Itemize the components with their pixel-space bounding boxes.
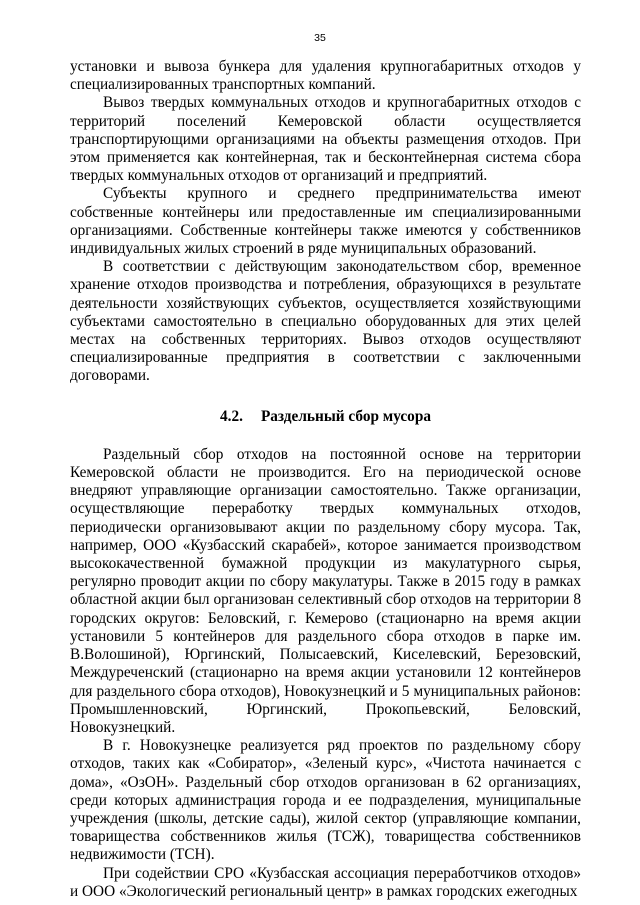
paragraph: установки и вывоза бункера для удаления крупногабаритных отходов у специализированных транспортных компаний. [70, 58, 581, 94]
page-number: 35 [314, 32, 326, 44]
paragraph: В соответствии с действующим законодательством сбор, временное хранение отходов производства и потребления, образующихся в результате деятельности хозяйствующих субъектов, осуществляется хозяйствующими субъектами самостоятельно в специально оборудованных для этих целей местах на собственных территориях. Вывоз отходов осуществляют специализированные предприятия в соответствии с заключенными договорами. [70, 258, 581, 385]
section-heading [70, 408, 581, 426]
document-body [70, 58, 581, 901]
paragraph: Раздельный сбор отходов на постоянной основе на территории Кемеровской области не производится. Его на периодической основе внедряют управляющие организации самостоятельно. Также организации, осуществляющие переработку твердых коммунальных отходов, периодически организовывают акции по раздельному сбору мусора. Так, например, ООО «Кузбасский скарабей», которое занимается производством высококачественной бумажной продукции из макулатурного сырья, регулярно проводит акции по сбору макулатуры. Также в 2015 году в рамках областной акции был организован селективный сбор отходов на территории 8 городских округов: Беловский, г. Кемерово (стационарно на время акции установили 5 контейнеров для раздельного сбора отходов в парке им. В.Волошиной), Юргинский, Полысаевский, Киселевский, Березовский, Междуреченский (стационарно на время акции установили 12 контейнеров для раздельного сбора отходов), Новокузнецкий и 5 муниципальных районов: Промышленновский, Юргинский, Прокопьевский, Беловский, Новокузнецкий. [70, 445, 581, 736]
section-title: Раздельный сбор мусора [260, 407, 431, 425]
paragraph: Субъекты крупного и среднего предпринимательства имеют собственные контейнеры или предоставленные им специализированными организациями. Собственные контейнеры также имеются у собственников индивидуальных жилых строений в ряде муниципальных образований. [70, 185, 581, 258]
paragraph: Вывоз твердых коммунальных отходов и крупногабаритных отходов с территорий поселений Кемеровской области осуществляется транспортирующими организациями на объекты размещения отходов. При этом применяется как контейнерная, так и бесконтейнерная система сбора твердых коммунальных отходов от организаций и предприятий. [70, 94, 581, 185]
section-number: 4.2. [219, 407, 243, 425]
paragraph: В г. Новокузнецке реализуется ряд проектов по раздельному сбору отходов, таких как «Собиратор», «Зеленый курс», «Чистота начинается с дома», «ОзОН». Раздельный сбор отходов организован в 62 организациях, среди которых администрация города и ее подразделения, муниципальные учреждения (школы, детские сады), жилой сектор (управляющие компании, товарищества собственников жилья (ТСЖ), товарищества собственников недвижимости (ТСН). [70, 737, 581, 864]
paragraph: При содействии СРО «Кузбасская ассоциация переработчиков отходов» и ООО «Экологический региональный центр» в рамках городских ежегодных [70, 864, 581, 900]
